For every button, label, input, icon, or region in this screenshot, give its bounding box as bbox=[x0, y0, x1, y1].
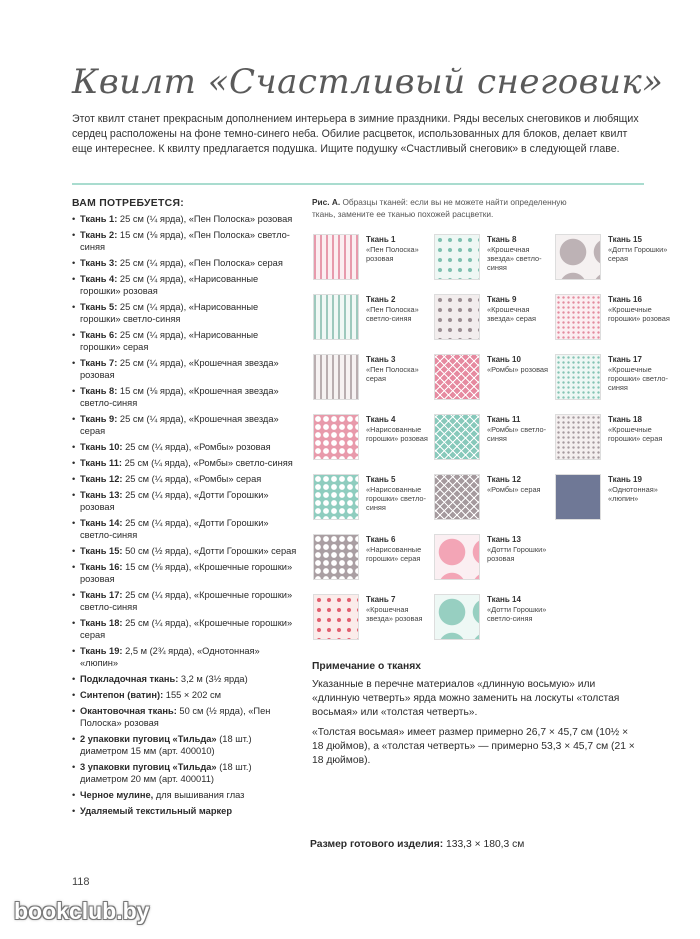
fabric-swatch-desc: «Крошечные горошки» розовая bbox=[608, 305, 670, 323]
material-item-desc: 2,5 м (2¾ ярда), «Однотонная» «люпин» bbox=[80, 646, 260, 668]
material-item bbox=[72, 705, 297, 729]
material-item bbox=[72, 329, 297, 353]
material-item bbox=[72, 645, 297, 669]
fabric-swatch bbox=[555, 474, 601, 520]
material-item-name: 2 упаковки пуговиц «Тильда» bbox=[80, 734, 217, 744]
material-item-desc: 50 см (½ ярда), «Дотти Горошки» серая bbox=[122, 546, 297, 556]
fabric-swatch-label bbox=[366, 355, 428, 383]
material-item-name: Ткань 5: bbox=[80, 302, 118, 312]
fabric-swatch bbox=[555, 294, 601, 340]
fabric-swatch-label bbox=[487, 535, 549, 563]
fabric-swatch-name: Ткань 18 bbox=[608, 415, 642, 424]
fabric-swatch-name: Ткань 9 bbox=[487, 295, 517, 304]
material-item bbox=[72, 441, 297, 453]
fabric-swatch-label bbox=[366, 535, 428, 563]
material-item-desc: 15 см (⅛ ярда), «Крошечные горошки» розовая bbox=[80, 562, 293, 584]
material-item-desc: для вышивания глаз bbox=[153, 790, 245, 800]
fabric-swatch-desc: «Крошечная звезда» розовая bbox=[366, 605, 423, 623]
fabric-swatch-name: Ткань 11 bbox=[487, 415, 521, 424]
material-item bbox=[72, 517, 297, 541]
material-item-desc: 25 см (¼ ярда), «Дотти Горошки» светло-синяя bbox=[80, 518, 269, 540]
fabric-swatch-desc: «Крошечная звезда» серая bbox=[487, 305, 537, 323]
fabric-swatch bbox=[434, 414, 480, 460]
material-item-desc: 25 см (¼ ярда), «Нарисованные горошки» розовая bbox=[80, 274, 259, 296]
fabric-swatch-desc: «Дотти Горошки» серая bbox=[608, 245, 668, 263]
fabric-swatch-name: Ткань 5 bbox=[366, 475, 396, 484]
fabric-swatch-label bbox=[487, 595, 549, 623]
material-item bbox=[72, 301, 297, 325]
material-item-name: Удаляемый текстильный маркер bbox=[80, 806, 233, 816]
fabric-swatch-name: Ткань 8 bbox=[487, 235, 517, 244]
page-number: 118 bbox=[72, 876, 90, 888]
fabric-swatch-name: Ткань 1 bbox=[366, 235, 396, 244]
note-paragraph-1: Указанные в перечне материалов «длинную восьмую» или «длинную четверть» ярда можно заменить на лоскуты «толстая восьмая» или «толстая четверть». bbox=[312, 679, 620, 718]
material-item-name: Синтепон (ватин): bbox=[80, 690, 164, 700]
material-item-desc: 25 см (¼ ярда), «Ромбы» розовая bbox=[122, 442, 271, 452]
fabric-swatch bbox=[313, 354, 359, 400]
fabric-swatch-label bbox=[366, 295, 428, 323]
fabric-swatch-name: Ткань 6 bbox=[366, 535, 396, 544]
fabric-swatch-desc: «Пен Полоска» светло-синяя bbox=[366, 305, 419, 323]
material-item-desc: 3,2 м (3½ ярда) bbox=[178, 674, 248, 684]
material-item-name: Ткань 19: bbox=[80, 646, 123, 656]
fabric-swatch bbox=[313, 294, 359, 340]
fabric-swatch-name: Ткань 15 bbox=[608, 235, 642, 244]
material-item-desc: (18 шт.) диаметром 15 мм (арт. 400010) bbox=[80, 734, 252, 756]
fabric-swatch bbox=[313, 474, 359, 520]
fabric-swatch-desc: «Пен Полоска» розовая bbox=[366, 245, 419, 263]
material-item-name: Ткань 10: bbox=[80, 442, 123, 452]
fabric-swatch-label bbox=[366, 235, 428, 263]
material-item-desc: (18 шт.) диаметром 20 мм (арт. 400011) bbox=[80, 762, 252, 784]
fabric-swatch bbox=[434, 474, 480, 520]
material-item-desc: 25 см (¼ ярда), «Ромбы» светло-синяя bbox=[122, 458, 293, 468]
material-item-name: Ткань 15: bbox=[80, 546, 123, 556]
material-item bbox=[72, 489, 297, 513]
fabric-swatch bbox=[313, 234, 359, 280]
figure-label: Рис. А. bbox=[312, 197, 341, 207]
material-item-desc: 25 см (¼ ярда), «Ромбы» серая bbox=[122, 474, 262, 484]
materials-list bbox=[72, 198, 297, 821]
figure-caption bbox=[312, 196, 580, 220]
fabric-swatch bbox=[555, 354, 601, 400]
intro-paragraph: Этот квилт станет прекрасным дополнением интерьера в зимние праздники. Ряды веселых снеговиков и любящих сердец расположены на фоне темно-синего неба. Обилие расцветок, использованных для блоков, делает квилт еще интереснее. К квилту предлагается подушка. Ищите подушку «Счастливый снеговик» в следующей главе. bbox=[72, 113, 639, 155]
material-item bbox=[72, 689, 297, 701]
material-item-name: Ткань 9: bbox=[80, 414, 118, 424]
fabric-swatch-name: Ткань 13 bbox=[487, 535, 521, 544]
fabric-swatch bbox=[434, 594, 480, 640]
materials-items bbox=[72, 213, 297, 817]
material-item bbox=[72, 273, 297, 297]
fabric-swatch bbox=[434, 234, 480, 280]
fabric-swatch-name: Ткань 16 bbox=[608, 295, 642, 304]
material-item bbox=[72, 229, 297, 253]
fabric-swatch-label bbox=[487, 475, 549, 494]
fabric-swatch-desc: «Пен Полоска» серая bbox=[366, 365, 419, 383]
material-item-desc: 25 см (¼ ярда), «Нарисованные горошки» светло-синяя bbox=[80, 302, 259, 324]
fabric-note bbox=[312, 660, 642, 774]
fabric-swatch-label bbox=[608, 475, 670, 503]
material-item bbox=[72, 761, 297, 785]
fabric-swatch-label bbox=[608, 415, 670, 443]
note-title: Примечание о тканях bbox=[312, 661, 421, 672]
material-item-name: Ткань 12: bbox=[80, 474, 123, 484]
material-item bbox=[72, 473, 297, 485]
fabric-swatch bbox=[313, 414, 359, 460]
fabric-swatch-label bbox=[608, 355, 670, 392]
material-item-name: Ткань 11: bbox=[80, 458, 122, 468]
material-item-name: Ткань 14: bbox=[80, 518, 123, 528]
fabric-swatch bbox=[434, 534, 480, 580]
material-item bbox=[72, 673, 297, 685]
fabric-swatch-name: Ткань 3 bbox=[366, 355, 396, 364]
material-item bbox=[72, 789, 297, 801]
material-item-desc: 25 см (¼ ярда), «Пен Полоска» серая bbox=[117, 258, 283, 268]
fabric-swatch-desc: «Ромбы» серая bbox=[487, 485, 541, 494]
materials-heading: ВАМ ПОТРЕБУЕТСЯ: bbox=[72, 198, 184, 209]
material-item-desc: 25 см (¼ ярда), «Дотти Горошки» розовая bbox=[80, 490, 269, 512]
material-item-name: Ткань 8: bbox=[80, 386, 118, 396]
finished-size-value: 133,3 × 180,3 см bbox=[443, 839, 525, 850]
fabric-swatch bbox=[313, 534, 359, 580]
material-item bbox=[72, 413, 297, 437]
material-item-desc: 25 см (¼ ярда), «Пен Полоска» розовая bbox=[117, 214, 293, 224]
material-item bbox=[72, 617, 297, 641]
fabric-swatch-desc: «Дотти Горошки» розовая bbox=[487, 545, 547, 563]
fabric-swatch-label bbox=[608, 235, 670, 263]
fabric-swatch-name: Ткань 19 bbox=[608, 475, 642, 484]
material-item-name: Ткань 7: bbox=[80, 358, 118, 368]
fabric-swatch bbox=[434, 294, 480, 340]
material-item-desc: 15 см (⅛ ярда), «Пен Полоска» светло-синяя bbox=[80, 230, 290, 252]
figure-caption-text: Образцы тканей: если вы не можете найти определенную ткань, замените ее тканью похожей расцветки. bbox=[312, 197, 567, 219]
material-item-name: Ткань 13: bbox=[80, 490, 123, 500]
fabric-swatch bbox=[434, 354, 480, 400]
material-item-name: Ткань 17: bbox=[80, 590, 123, 600]
fabric-swatch-name: Ткань 17 bbox=[608, 355, 642, 364]
page-title: Квилт «Счастливый снеговик» bbox=[72, 62, 664, 102]
fabric-swatch-label bbox=[487, 235, 549, 272]
fabric-swatch-label bbox=[366, 595, 428, 623]
material-item-name: Ткань 2: bbox=[80, 230, 118, 240]
material-item bbox=[72, 545, 297, 557]
watermark-logo: bookclub.by bbox=[14, 898, 150, 924]
fabric-swatch-name: Ткань 4 bbox=[366, 415, 396, 424]
divider bbox=[72, 183, 644, 185]
material-item bbox=[72, 385, 297, 409]
material-item bbox=[72, 561, 297, 585]
fabric-swatch-label bbox=[366, 475, 428, 512]
material-item-desc: 25 см (¼ ярда), «Крошечная звезда» серая bbox=[80, 414, 279, 436]
material-item-name: Черное мулине, bbox=[80, 790, 154, 800]
material-item-name: Окантовочная ткань: bbox=[80, 706, 177, 716]
fabric-swatch-desc: «Нарисованные горошки» светло-синяя bbox=[366, 485, 426, 512]
material-item-desc: 50 см (½ ярда), «Пен Полоска» розовая bbox=[80, 706, 271, 728]
fabric-swatch-label bbox=[487, 295, 549, 323]
material-item bbox=[72, 457, 297, 469]
note-paragraph-2: «Толстая восьмая» имеет размер примерно 26,7 × 45,7 см (10½ × 18 дюймов), а «толстая четверть» — примерно 53,3 × 45,7 см (21 × 18 дюймов). bbox=[312, 727, 635, 766]
fabric-swatch-desc: «Дотти Горошки» светло-синяя bbox=[487, 605, 547, 623]
material-item-name: Ткань 1: bbox=[80, 214, 118, 224]
material-item-desc: 25 см (¼ ярда), «Крошечная звезда» розовая bbox=[80, 358, 279, 380]
material-item-name: Ткань 16: bbox=[80, 562, 123, 572]
material-item-name: Ткань 18: bbox=[80, 618, 123, 628]
material-item-name: Ткань 6: bbox=[80, 330, 118, 340]
fabric-swatch bbox=[555, 414, 601, 460]
material-item-name: 3 упаковки пуговиц «Тильда» bbox=[80, 762, 217, 772]
fabric-swatch-name: Ткань 7 bbox=[366, 595, 396, 604]
material-item bbox=[72, 357, 297, 381]
material-item-desc: 25 см (¼ ярда), «Нарисованные горошки» серая bbox=[80, 330, 259, 352]
finished-size-label: Размер готового изделия: bbox=[310, 839, 444, 850]
fabric-swatch-desc: «Крошечная звезда» светло-синяя bbox=[487, 245, 542, 272]
fabric-swatch-label bbox=[487, 415, 549, 443]
material-item bbox=[72, 805, 297, 817]
fabric-swatch-label bbox=[366, 415, 428, 443]
fabric-swatch bbox=[555, 234, 601, 280]
fabric-swatch-desc: «Нарисованные горошки» розовая bbox=[366, 425, 428, 443]
fabric-swatch-label bbox=[608, 295, 670, 323]
fabric-swatch-desc: «Однотонная» «люпин» bbox=[608, 485, 658, 503]
material-item bbox=[72, 733, 297, 757]
material-item bbox=[72, 213, 297, 225]
material-item bbox=[72, 257, 297, 269]
fabric-swatch-desc: «Крошечные горошки» серая bbox=[608, 425, 663, 443]
fabric-swatch-name: Ткань 10 bbox=[487, 355, 521, 364]
fabric-swatch bbox=[313, 594, 359, 640]
material-item-name: Ткань 4: bbox=[80, 274, 118, 284]
fabric-swatch-desc: «Ромбы» розовая bbox=[487, 365, 549, 374]
material-item-name: Ткань 3: bbox=[80, 258, 118, 268]
fabric-swatch-desc: «Крошечные горошки» светло-синяя bbox=[608, 365, 668, 392]
material-item-desc: 25 см (¼ ярда), «Крошечные горошки» светло-синяя bbox=[80, 590, 293, 612]
material-item bbox=[72, 589, 297, 613]
fabric-swatch-label bbox=[487, 355, 549, 374]
material-item-desc: 25 см (¼ ярда), «Крошечные горошки» серая bbox=[80, 618, 293, 640]
material-item-desc: 155 × 202 см bbox=[163, 690, 222, 700]
fabric-swatch-name: Ткань 12 bbox=[487, 475, 521, 484]
fabric-swatch-name: Ткань 14 bbox=[487, 595, 521, 604]
material-item-name: Подкладочная ткань: bbox=[80, 674, 179, 684]
material-item-desc: 15 см (⅛ ярда), «Крошечная звезда» светло-синяя bbox=[80, 386, 279, 408]
fabric-swatch-desc: «Нарисованные горошки» серая bbox=[366, 545, 422, 563]
finished-size bbox=[310, 839, 524, 850]
fabric-swatch-name: Ткань 2 bbox=[366, 295, 396, 304]
fabric-swatch-desc: «Ромбы» светло-синяя bbox=[487, 425, 547, 443]
